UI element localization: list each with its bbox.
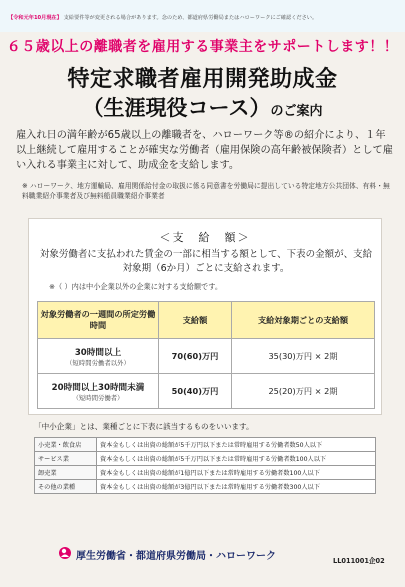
notice-text: 支給要件等が変更される場合があります。念のため、都道府県労働局またはハローワークにご確認ください。 bbox=[63, 15, 318, 21]
headline: ６５歳以上の離職者を雇用する事業主をサポートします！！ bbox=[6, 39, 399, 55]
hours-sub: （短時間労働者） bbox=[72, 393, 124, 402]
document-code: LL011001企02 bbox=[333, 557, 385, 565]
hours-cell bbox=[38, 374, 159, 409]
table-row bbox=[35, 466, 376, 480]
sme-definition-title: 「中小企業」とは、業種ごとに下表に該当するものをいいます。 bbox=[34, 422, 254, 431]
header-per-period: 支給対象期ごとの支給額 bbox=[232, 302, 375, 339]
sme-table bbox=[34, 437, 376, 494]
table-row bbox=[35, 452, 376, 466]
payment-box-title: ＜支 給 額＞ bbox=[159, 231, 251, 244]
payment-note: ※（ ）内は中小企業以外の企業に対する支給額です。 bbox=[49, 282, 223, 291]
payment-amount-box bbox=[28, 218, 382, 415]
header-hours: 対象労働者の一週間の所定労働時間 bbox=[38, 302, 159, 339]
date-notice bbox=[8, 14, 317, 21]
amount-cell: 50(40)万円 bbox=[159, 374, 232, 409]
hours-sub: （短時間労働者以外） bbox=[66, 358, 130, 367]
amount-cell: 70(60)万円 bbox=[159, 339, 232, 374]
guide-suffix: のご案内 bbox=[270, 104, 323, 119]
hours-label: 30時間以上 bbox=[74, 347, 122, 358]
date-tag: 【令和元年10月現在】 bbox=[8, 15, 62, 21]
payment-table-header bbox=[38, 302, 375, 339]
table-row bbox=[38, 339, 375, 374]
table-row bbox=[38, 374, 375, 409]
industry-cell: サービス業 bbox=[35, 452, 97, 466]
table-row bbox=[35, 480, 376, 494]
industry-cell: 小売業・飲食店 bbox=[35, 438, 97, 452]
course-name: （生涯現役コース） bbox=[82, 96, 271, 120]
page-title: 特定求職者雇用開発助成金 bbox=[67, 67, 338, 92]
criteria-cell: 資本金もしくは出資の総額が3億円以下または常時雇用する労働者数300人以下 bbox=[97, 480, 376, 494]
per-period-cell: 25(20)万円 × 2期 bbox=[232, 374, 375, 409]
table-row bbox=[35, 438, 376, 452]
industry-cell: その他の業種 bbox=[35, 480, 97, 494]
payment-table bbox=[37, 301, 375, 409]
page-subtitle bbox=[0, 92, 405, 122]
intro-paragraph: 雇入れ日の満年齢が65歳以上の離職者を、ハローワーク等®の紹介により、１年以上継続して雇用することが確実な労働者（雇用保険の高年齢被保険者）として雇い入れる事業主に対して、助成金を支給します。 bbox=[16, 130, 393, 171]
industry-cell: 卸売業 bbox=[35, 466, 97, 480]
issuing-organization: 厚生労働省・都道府県労働局・ハローワーク bbox=[76, 551, 276, 562]
criteria-cell: 資本金もしくは出資の総額が1億円以下または常時雇用する労働者数100人以下 bbox=[97, 466, 376, 480]
hours-cell bbox=[38, 339, 159, 374]
payment-description: 対象労働者に支払われた賃金の一部に相当する額として、下表の金額が、支給対象期（6か月）ごとに支給されます。 bbox=[39, 249, 373, 274]
header-amount: 支給額 bbox=[159, 302, 232, 339]
footnote-hellowork: ※ ハローワーク、地方運輸局、雇用関係給付金の取扱に係る同意書を労働局に提出している特定地方公共団体、有料・無料職業紹介事業者及び無料船員職業紹介事業者 bbox=[22, 182, 390, 200]
hours-label: 20時間以上30時間未満 bbox=[51, 382, 145, 393]
criteria-cell: 資本金もしくは出資の総額が5千万円以下または常時雇用する労働者数100人以下 bbox=[97, 452, 376, 466]
ministry-logo-icon bbox=[58, 546, 72, 560]
criteria-cell: 資本金もしくは出資の総額が5千万円以下または常時雇用する労働者数50人以下 bbox=[97, 438, 376, 452]
per-period-cell: 35(30)万円 × 2期 bbox=[232, 339, 375, 374]
